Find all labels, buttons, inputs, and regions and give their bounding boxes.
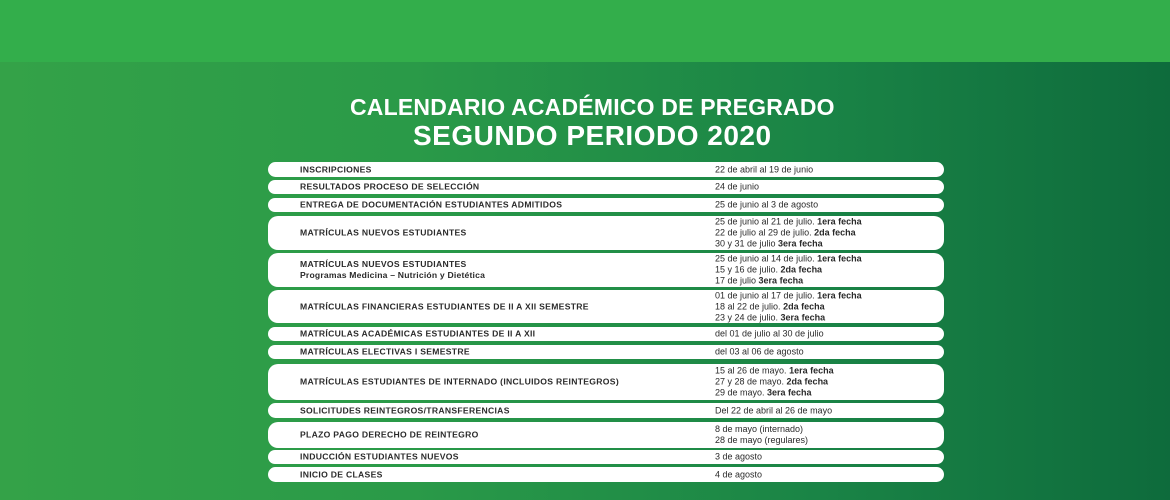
date-round-label: 1era fecha [789,365,834,376]
row-label [300,405,510,416]
date-line [715,290,862,301]
date-line [715,405,832,416]
row-label-text: PLAZO PAGO DERECHO DE REINTEGRO [300,429,479,440]
calendar-row [268,180,944,194]
date-line [715,377,834,388]
date-text: 01 de junio al 17 de julio. [715,290,818,300]
row-date-value [715,200,818,211]
date-text: 22 de julio al 29 de julio. [715,227,815,238]
date-text: 23 y 24 de julio. [715,312,781,322]
row-label-text: MATRÍCULAS ACADÉMICAS ESTUDIANTES DE II A XII [300,328,536,339]
row-date-value [715,164,813,175]
row-label [300,469,383,480]
row-label [300,347,470,358]
date-line [715,217,862,228]
date-text: 15 y 16 de julio. [715,264,781,275]
calendar-row [268,327,944,341]
row-label-text: INICIO DE CLASES [300,469,383,479]
row-label-text: MATRÍCULAS ESTUDIANTES DE INTERNADO (INCLUIDOS REINTEGROS) [300,376,619,387]
calendar-row [268,422,944,448]
row-date-value [715,469,762,480]
date-line [715,301,862,312]
calendar-title: CALENDARIO ACADÉMICO DE PREGRADO [350,94,835,120]
calendar-row [268,162,944,177]
date-line [715,312,862,323]
row-label [300,329,535,340]
date-text: 29 de mayo. [715,387,768,398]
row-label [300,164,372,175]
row-label-text: RESULTADOS PROCESO DE SELECCIÓN [300,181,480,192]
date-text: 25 de junio al 3 de agosto [715,199,819,210]
calendar-row [268,364,944,400]
row-date-value [715,366,834,399]
date-text: 30 y 31 de julio [715,238,779,249]
date-round-label: 2da fecha [786,376,829,387]
calendar-row [268,290,944,323]
date-text: del 01 de julio al 30 de julio [715,328,824,339]
date-text: 25 de junio al 21 de julio. [715,216,818,227]
date-text: 15 al 26 de mayo. [715,365,790,376]
calendar-row [268,216,944,250]
row-label [300,259,485,281]
date-line [715,347,804,358]
row-date-value [715,347,804,358]
row-label [300,452,459,463]
row-date-value [715,217,862,250]
row-date-value [715,290,862,323]
date-text: 18 al 22 de julio. [715,301,784,311]
row-date-value [715,424,808,446]
date-text: 4 de agosto [715,469,763,479]
row-sublabel: Programas Medicina – Nutrición y Dietética [300,270,486,280]
date-text: 28 de mayo (regulares) [715,435,809,445]
calendar-row [268,467,944,482]
date-round-label: 1era fecha [817,290,862,300]
row-label-text: MATRÍCULAS NUEVOS ESTUDIANTES [300,259,467,269]
row-label [300,430,479,441]
row-label-text: INDUCCIÓN ESTUDIANTES NUEVOS [300,451,459,462]
date-text: 27 y 28 de mayo. [715,376,787,387]
date-text: 22 de abril al 19 de junio [715,164,814,174]
date-line [715,200,818,211]
date-round-label: 3era fecha [767,387,812,398]
row-label [300,228,467,239]
row-date-value [715,452,762,463]
date-text: 17 de julio [715,275,759,286]
row-label [300,182,479,193]
date-round-label: 3era fecha [780,312,826,322]
date-line [715,265,862,276]
row-label [300,377,619,388]
date-line [715,469,762,480]
row-date-value [715,182,759,193]
calendar-row [268,198,944,212]
date-line [715,452,762,463]
row-label-text: INSCRIPCIONES [300,164,372,174]
date-text: Del 22 de abril al 26 de mayo [715,405,833,415]
date-text: del 03 al 06 de agosto [715,346,804,357]
date-text: 24 de junio [715,181,760,192]
date-line [715,164,813,175]
date-round-label: 3era fecha [758,275,804,286]
period-subtitle: SEGUNDO PERIODO 2020 [413,120,772,151]
calendar-row [268,403,944,418]
date-text: 3 de agosto [715,451,763,462]
row-date-value [715,405,832,416]
row-label-text: MATRÍCULAS NUEVOS ESTUDIANTES [300,227,467,238]
date-line [715,388,834,399]
date-round-label: 2da fecha [783,301,825,311]
date-line [715,182,759,193]
calendar-row [268,345,944,359]
date-line [715,276,862,287]
date-round-label: 3era fecha [778,238,823,249]
row-label-text: MATRÍCULAS ELECTIVAS I SEMESTRE [300,346,470,357]
row-label-text: MATRÍCULAS FINANCIERAS ESTUDIANTES DE II A XII SEMESTRE [300,301,589,311]
row-label-text: SOLICITUDES REINTEGROS/TRANSFERENCIAS [300,405,510,415]
row-date-value [715,329,824,340]
calendar-row [268,253,944,287]
row-label [300,200,562,211]
date-round-label: 1era fecha [817,253,862,264]
row-label-text: ENTREGA DE DOCUMENTACIÓN ESTUDIANTES ADMITIDOS [300,199,563,210]
date-round-label: 2da fecha [814,227,856,238]
date-line [715,366,834,377]
calendar-row [268,450,944,464]
top-banner [0,0,1170,62]
date-text: 25 de junio al 14 de julio. [715,253,818,264]
date-line [715,254,862,265]
row-label [300,301,589,312]
date-round-label: 1era fecha [817,216,862,227]
date-line [715,239,862,250]
date-line [715,424,808,435]
row-date-value [715,254,862,287]
date-text: 8 de mayo (internado) [715,424,804,434]
date-line [715,435,808,446]
date-line [715,228,862,239]
date-round-label: 2da fecha [780,264,823,275]
date-line [715,329,824,340]
